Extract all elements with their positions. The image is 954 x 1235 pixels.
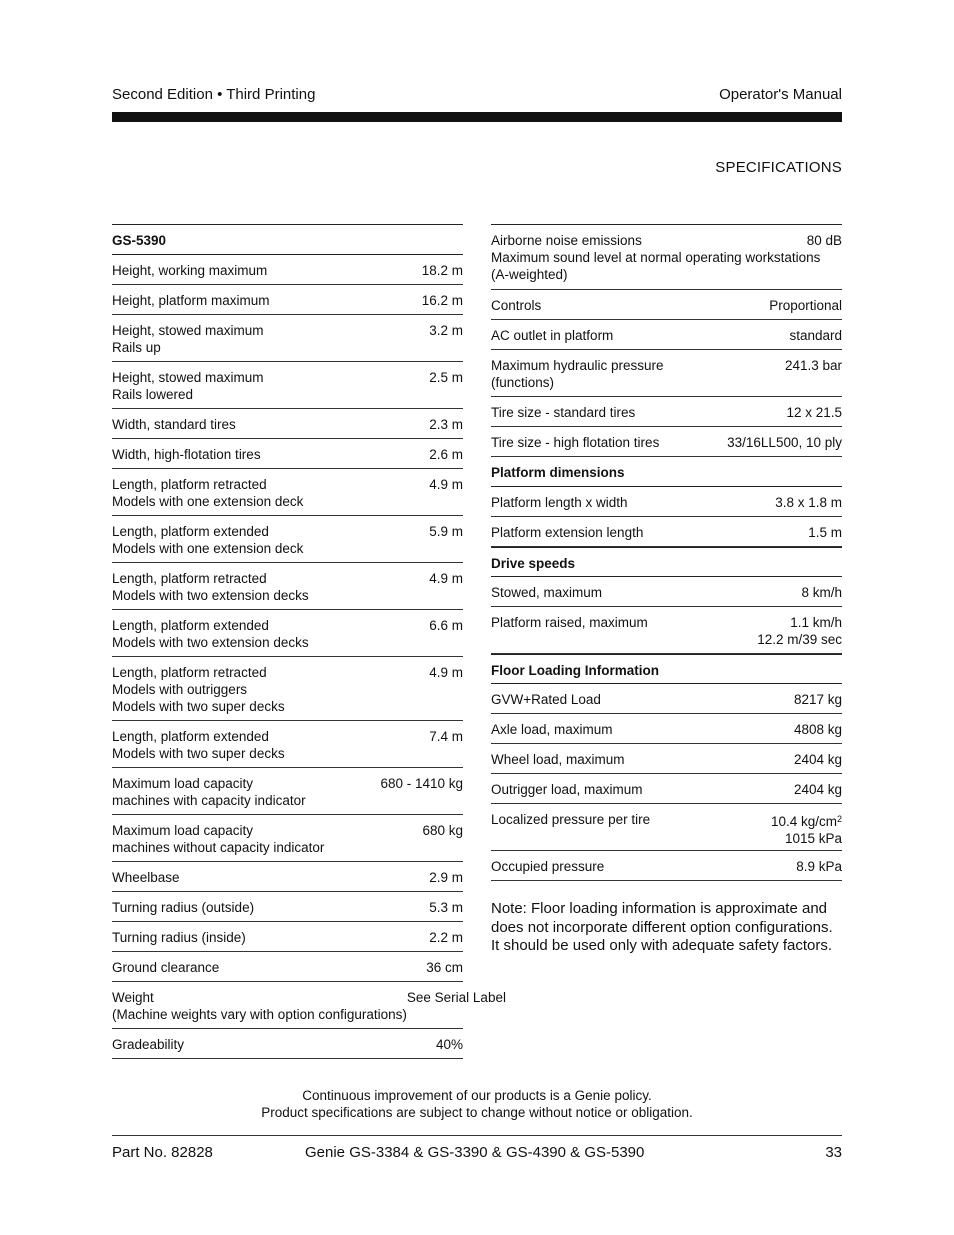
spec-row: [112, 952, 463, 982]
spec-row: [112, 315, 463, 362]
floor-loading-note: Note: Floor loading information is approximate and does not incorporate different option configurations. It should be used only with adequate safety factors.: [491, 900, 833, 954]
spec-label: [112, 989, 407, 1023]
heading-label: Drive speeds: [491, 556, 576, 571]
spec-label: [491, 781, 643, 798]
spec-row: [112, 768, 463, 815]
spec-value-line: 680 kg: [422, 823, 463, 838]
spec-value-line: See Serial Label: [406, 990, 506, 1005]
spec-value-line: 12 x 21.5: [786, 405, 842, 420]
spec-label-line: machines without capacity indicator: [112, 840, 325, 855]
spec-label-line: (Machine weights vary with option configurations): [112, 1007, 407, 1022]
general-spec-rows: [491, 290, 842, 457]
spec-value: [786, 404, 842, 421]
spec-value-line: 8 km/h: [801, 585, 842, 600]
spec-value: [429, 664, 463, 681]
spec-value: [801, 584, 842, 601]
spec-label: [112, 523, 303, 557]
spec-label: [112, 369, 264, 403]
spec-value: [808, 524, 842, 541]
spec-value-line: 2.5 m: [429, 370, 463, 385]
spec-value: [436, 1036, 463, 1053]
platform-spec-rows: [491, 487, 842, 547]
spec-label-line: Maximum hydraulic pressure: [491, 358, 664, 373]
spec-value-line: 5.3 m: [429, 900, 463, 915]
spec-label: [112, 775, 306, 809]
spec-value-line: 1.1 km/h: [790, 615, 842, 630]
header-rule: [112, 112, 842, 122]
spec-value: [422, 262, 463, 279]
spec-row: [112, 815, 463, 862]
spec-row: [491, 744, 842, 774]
spec-row: [112, 469, 463, 516]
spec-value-line: 1.5 m: [808, 525, 842, 540]
spec-label-line: Turning radius (inside): [112, 930, 246, 945]
spec-row: [112, 982, 506, 1029]
noise-label-block: [491, 232, 842, 283]
spec-row: [112, 892, 463, 922]
spec-row: [112, 563, 463, 610]
spec-value-line: 40%: [435, 1037, 463, 1052]
pressure-value-kgcm: 10.4 kg/cm: [770, 814, 837, 829]
spec-label-line: Width, standard tires: [112, 417, 236, 432]
spec-label-line: Axle load, maximum: [491, 722, 613, 737]
spec-label-line: Length, platform extended: [112, 729, 269, 744]
spec-value: 8.9 kPa: [796, 859, 842, 874]
spec-value: [429, 322, 463, 339]
spec-label-line: Models with two extension decks: [112, 588, 309, 603]
spec-label: [112, 292, 270, 309]
spec-label: [112, 869, 180, 886]
spec-row: [112, 255, 463, 285]
spec-value-line: 2.9 m: [429, 870, 463, 885]
floor-loading-heading: [491, 654, 842, 684]
spec-label-line: Models with outriggers: [112, 682, 248, 697]
spec-value: [429, 728, 463, 745]
footer-rule: [112, 1135, 842, 1136]
spec-label: [491, 751, 625, 768]
spec-value-line: 12.2 m/39 sec: [757, 632, 842, 647]
spec-label-line: Platform extension length: [491, 525, 644, 540]
spec-value: [407, 989, 506, 1006]
spec-row: [491, 397, 842, 427]
spec-value-line: 2.6 m: [429, 447, 463, 462]
spec-label: Airborne noise emissions: [491, 233, 642, 248]
spec-row: [112, 922, 463, 952]
noise-detail: Maximum sound level at normal operating workstations (A-weighted): [491, 250, 821, 282]
section-title: SPECIFICATIONS: [715, 159, 842, 176]
spec-label: [112, 664, 285, 715]
spec-value: [785, 357, 842, 374]
left-spec-rows: [112, 255, 506, 1059]
spec-row: [112, 362, 463, 409]
spec-row: [112, 610, 463, 657]
spec-label-line: Wheelbase: [112, 870, 180, 885]
gs5390-spec-table: [112, 224, 506, 1059]
spec-label-line: Width, high-flotation tires: [112, 447, 261, 462]
spec-value-line: 18.2 m: [421, 263, 463, 278]
spec-label: Occupied pressure: [491, 859, 605, 874]
spec-value: [429, 446, 463, 463]
spec-value: [794, 691, 842, 708]
spec-label-line: Platform raised, maximum: [491, 615, 648, 630]
spec-label: [491, 297, 541, 314]
spec-label: [112, 570, 309, 604]
spec-value: [775, 494, 842, 511]
spec-value: [789, 327, 842, 344]
squared-superscript: 2: [836, 814, 842, 824]
spec-value-line: 2404 kg: [793, 752, 842, 767]
spec-row: [112, 657, 463, 721]
spec-label: [112, 822, 324, 856]
part-number: Part No. 82828: [112, 1144, 213, 1161]
spec-label-line: Maximum load capacity: [112, 823, 254, 838]
spec-label-line: Outrigger load, maximum: [491, 782, 643, 797]
spec-label-line: Wheel load, maximum: [491, 752, 625, 767]
spec-label: [491, 614, 648, 631]
spec-label-line: Height, platform maximum: [112, 293, 270, 308]
spec-label: [491, 721, 613, 738]
spec-value: [757, 614, 842, 648]
spec-label-line: Weight: [112, 990, 154, 1005]
spec-value: [429, 369, 463, 386]
spec-value-line: 16.2 m: [421, 293, 463, 308]
spec-value: [429, 570, 463, 587]
spec-value-line: 2404 kg: [793, 782, 842, 797]
spec-value: [771, 811, 842, 847]
spec-label-line: Platform length x width: [491, 495, 628, 510]
spec-value: [380, 775, 463, 792]
spec-label: [112, 446, 261, 463]
spec-value: [429, 929, 463, 946]
spec-label: [491, 357, 664, 391]
spec-label-line: Length, platform retracted: [112, 477, 267, 492]
spec-value: [727, 434, 842, 451]
spec-label: [112, 728, 285, 762]
spec-row: [112, 862, 463, 892]
spec-label-line: Height, working maximum: [112, 263, 268, 278]
spec-value-line: 36 cm: [426, 960, 463, 975]
policy-line-2: Product specifications are subject to change without notice or obligation.: [261, 1104, 693, 1120]
spec-label-line: Models with two super decks: [112, 699, 285, 714]
spec-label-line: Length, platform retracted: [112, 571, 267, 586]
spec-label-line: Controls: [491, 298, 542, 313]
drive-speeds-heading: [491, 547, 842, 577]
spec-label: [112, 617, 309, 651]
floor-spec-rows: [491, 684, 842, 804]
spec-value: [794, 781, 842, 798]
spec-value: [422, 292, 463, 309]
policy-note: [0, 1088, 954, 1121]
spec-value-line: standard: [789, 328, 842, 343]
spec-row: [112, 516, 463, 563]
spec-value-line: 2.2 m: [429, 930, 463, 945]
spec-label: [112, 322, 264, 356]
spec-row-noise: [491, 225, 842, 290]
spec-row: [112, 409, 463, 439]
spec-label-line: machines with capacity indicator: [112, 793, 306, 808]
spec-row: [491, 577, 842, 607]
spec-value-line: 4808 kg: [793, 722, 842, 737]
spec-label-line: Models with two extension decks: [112, 635, 309, 650]
spec-label: [112, 262, 267, 279]
spec-row: [491, 607, 842, 654]
spec-value: [769, 297, 842, 314]
spec-label-line: Length, platform extended: [112, 618, 269, 633]
spec-label-line: Maximum load capacity: [112, 776, 254, 791]
spec-label: [491, 691, 601, 708]
spec-row: [112, 721, 463, 768]
edition-label: Second Edition • Third Printing: [112, 86, 316, 103]
spec-value: 80 dB: [806, 233, 842, 248]
spec-row: [491, 350, 842, 397]
manual-title: Operator's Manual: [719, 86, 842, 103]
table-title-row: [112, 225, 463, 255]
spec-label: Localized pressure per tire: [491, 812, 651, 827]
spec-label-line: Length, platform retracted: [112, 665, 267, 680]
spec-label: [112, 416, 236, 433]
spec-label-line: Rails up: [112, 340, 161, 355]
drive-spec-rows: [491, 577, 842, 654]
spec-label-line: AC outlet in platform: [491, 328, 614, 343]
spec-label: [112, 476, 303, 510]
heading-label: Platform dimensions: [491, 465, 625, 480]
spec-value: [794, 721, 842, 738]
spec-value-line: 3.8 x 1.8 m: [775, 495, 842, 510]
spec-label-line: Stowed, maximum: [491, 585, 603, 600]
spec-label: [112, 1036, 184, 1053]
spec-row: [491, 714, 842, 744]
spec-label-line: Rails lowered: [112, 387, 194, 402]
spec-row: [112, 1029, 463, 1059]
platform-dimensions-heading: [491, 457, 842, 487]
spec-value-line: 8217 kg: [793, 692, 842, 707]
spec-label-line: Height, stowed maximum: [112, 370, 264, 385]
spec-value-line: Proportional: [769, 298, 842, 313]
spec-label-line: Gradeability: [112, 1037, 185, 1052]
spec-row: [491, 290, 842, 320]
spec-label: [491, 434, 659, 451]
spec-value-line: 7.4 m: [429, 729, 463, 744]
spec-value: [429, 476, 463, 493]
page-number: 33: [825, 1144, 842, 1161]
table-title: GS-5390: [112, 233, 167, 248]
spec-label-line: Models with one extension deck: [112, 494, 304, 509]
spec-value: [429, 523, 463, 540]
spec-label-line: Tire size - high flotation tires: [491, 435, 660, 450]
spec-row: [112, 285, 463, 315]
spec-row: [491, 774, 842, 804]
policy-line-1: Continuous improvement of our products is a Genie policy.: [302, 1088, 652, 1103]
spec-row-occupied-pressure: [491, 851, 842, 881]
spec-label-line: Turning radius (outside): [112, 900, 255, 915]
spec-label-line: Height, stowed maximum: [112, 323, 264, 338]
spec-value-line: 2.3 m: [429, 417, 463, 432]
spec-row: [491, 517, 842, 547]
spec-value-line: 680 - 1410 kg: [380, 776, 463, 791]
spec-row: [491, 427, 842, 457]
spec-value-line: 4.9 m: [429, 477, 463, 492]
pressure-value-kpa: 1015 kPa: [784, 831, 842, 846]
spec-value-line: 33/16LL500, 10 ply: [727, 435, 842, 450]
spec-row: [491, 487, 842, 517]
spec-label-line: (functions): [491, 375, 555, 390]
model-list: Genie GS-3384 & GS-3390 & GS-4390 & GS-5390: [305, 1144, 645, 1161]
spec-label-line: Ground clearance: [112, 960, 220, 975]
spec-label: [491, 404, 635, 421]
spec-value-line: 6.6 m: [429, 618, 463, 633]
spec-label-line: Tire size - standard tires: [491, 405, 636, 420]
spec-value: [422, 822, 463, 839]
spec-value-line: 4.9 m: [429, 665, 463, 680]
spec-value: [429, 899, 463, 916]
spec-value: [426, 959, 463, 976]
spec-value-line: 4.9 m: [429, 571, 463, 586]
spec-value-line: 3.2 m: [429, 323, 463, 338]
spec-label: [112, 959, 219, 976]
spec-value-line: 5.9 m: [429, 524, 463, 539]
spec-row: [491, 684, 842, 714]
spec-value-line: 241.3 bar: [784, 358, 842, 373]
spec-value: [429, 416, 463, 433]
spec-label: [491, 524, 643, 541]
spec-row: [112, 439, 463, 469]
spec-label: [491, 494, 628, 511]
spec-label-line: GVW+Rated Load: [491, 692, 601, 707]
spec-label: [112, 899, 254, 916]
spec-label-line: Models with two super decks: [112, 746, 285, 761]
heading-label: Floor Loading Information: [491, 663, 659, 678]
spec-label: [491, 584, 602, 601]
spec-label: [112, 929, 246, 946]
spec-label-line: Models with one extension deck: [112, 541, 304, 556]
spec-label: [491, 327, 613, 344]
spec-row-localized-pressure: [491, 804, 842, 851]
spec-label-line: Length, platform extended: [112, 524, 269, 539]
spec-value: [429, 617, 463, 634]
spec-row: [491, 320, 842, 350]
performance-spec-table: [491, 224, 842, 881]
spec-value: [429, 869, 463, 886]
spec-value: [794, 751, 842, 768]
